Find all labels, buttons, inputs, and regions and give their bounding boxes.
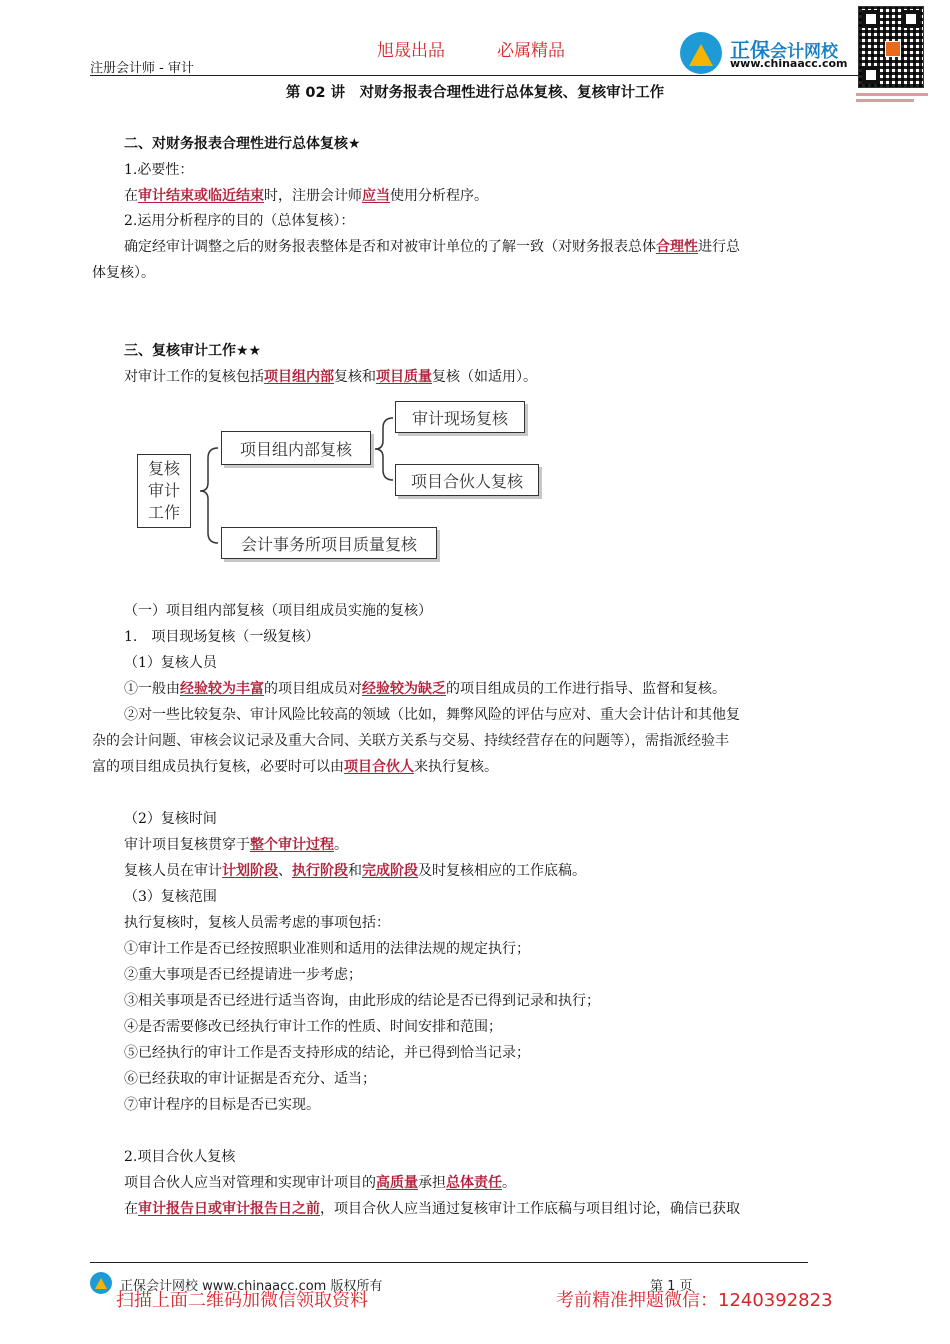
partner-review-text-1: 项目合伙人应当对管理和实现审计项目的高质量承担总体责任。 xyxy=(124,1175,516,1191)
reviewer-item-2-line1: ②对一些比较复杂、审计风险比较高的领域（比如，舞弊风险的评估与应对、重大会计估计和其他复 xyxy=(124,707,740,723)
review-scope-item: ③相关事项是否已经进行适当咨询，由此形成的结论是否已得到记录和执行； xyxy=(124,993,600,1009)
promo-scan-qr: 扫描上面二维码加微信领取资料 xyxy=(116,1290,368,1311)
partner-review-text-2: 在审计报告日或审计报告日之前，项目合伙人应当通过复核审计工作底稿与项目组讨论，确信已获取 xyxy=(124,1201,740,1217)
reviewer-heading: （1）复核人员 xyxy=(124,655,217,671)
footer-copyright: 正保会计网校 www.chinaacc.com 版权所有 xyxy=(120,1279,383,1294)
logo-name-sub: 会计网校 xyxy=(770,42,838,62)
diagram-branch-internal-review: 项目组内部复核 xyxy=(221,431,371,465)
review-scope-item: ①审计工作是否已经按照职业准则和适用的法律法规的规定执行； xyxy=(124,941,530,957)
review-time-text-2: 复核人员在审计计划阶段、执行阶段和完成阶段及时复核相应的工作底稿。 xyxy=(124,863,586,879)
diagram-root-audit-review: 复核 审计 工作 xyxy=(137,454,191,528)
purpose-text-line1: 确定经审计调整之后的财务报表整体是否和对被审计单位的了解一致（对财务报表总体合理性进行总 xyxy=(124,239,740,255)
course-name: 注册会计师 - 审计 xyxy=(90,61,194,76)
logo-name-main: 正保 xyxy=(730,38,770,62)
review-scope-item: ②重大事项是否已经提请进一步考虑； xyxy=(124,967,362,983)
reviewer-item-2-line3: 富的项目组成员执行复核，必要时可以由项目合伙人来执行复核。 xyxy=(92,759,498,775)
necessity-text: 在审计结束或临近结束时，注册会计师应当使用分析程序。 xyxy=(124,188,488,204)
reviewer-item-2-line2: 杂的会计问题、审核会议记录及重大合同、关联方关系与交易、持续经营存在的问题等），需指派经验丰 xyxy=(92,733,729,749)
logo-url: www.chinaacc.com xyxy=(730,57,848,70)
slogan-left: 旭晟出品 xyxy=(377,41,445,61)
review-time-text-1: 审计项目复核贯穿于整个审计过程。 xyxy=(124,837,348,853)
reviewer-item-1: ①一般由经验较为丰富的项目组成员对经验较为缺乏的项目组成员的工作进行指导、监督和复核。 xyxy=(124,681,726,697)
diagram-leaf-site-review: 审计现场复核 xyxy=(395,401,525,433)
footer-divider xyxy=(90,1262,808,1263)
slogan-right: 必属精品 xyxy=(497,41,565,61)
review-scope-item: ⑦审计程序的目标是否已实现。 xyxy=(124,1097,320,1113)
review-scope-item: ④是否需要修改已经执行审计工作的性质、时间安排和范围； xyxy=(124,1019,502,1035)
review-scope-item: ⑤已经执行的审计工作是否支持形成的结论，并已得到恰当记录； xyxy=(124,1045,530,1061)
purpose-text-line2: 体复核）。 xyxy=(92,265,155,281)
section-3-heading: 三、复核审计工作★★ xyxy=(124,343,262,359)
review-scope-intro: 执行复核时，复核人员需考虑的事项包括： xyxy=(124,915,390,931)
section-3-intro: 对审计工作的复核包括项目组内部复核和项目质量复核（如适用）。 xyxy=(124,369,537,385)
promo-wechat: 考前精准押题微信：1240392823 xyxy=(556,1290,833,1311)
site-review-title: 1. 项目现场复核（一级复核） xyxy=(124,629,320,645)
footer-logo-icon xyxy=(90,1272,112,1294)
review-time-heading: （2）复核时间 xyxy=(124,811,217,827)
lecture-title: 第 02 讲 对财务报表合理性进行总体复核、复核审计工作 xyxy=(285,85,665,101)
review-scope-item: ⑥已经获取的审计证据是否充分、适当； xyxy=(124,1071,376,1087)
partner-review-title: 2.项目合伙人复核 xyxy=(124,1149,236,1165)
necessity-label: 1.必要性： xyxy=(124,162,194,178)
page-number: 第 1 页 xyxy=(650,1279,693,1294)
diagram-branch-quality-review: 会计事务所项目质量复核 xyxy=(221,527,437,559)
part-1-title: （一）项目组内部复核（项目组成员实施的复核） xyxy=(124,603,432,619)
review-scope-heading: （3）复核范围 xyxy=(124,889,217,905)
diagram-leaf-partner-review: 项目合伙人复核 xyxy=(395,464,539,496)
purpose-label: 2.运用分析程序的目的（总体复核）： xyxy=(124,213,355,229)
section-2-heading: 二、对财务报表合理性进行总体复核★ xyxy=(124,136,361,152)
